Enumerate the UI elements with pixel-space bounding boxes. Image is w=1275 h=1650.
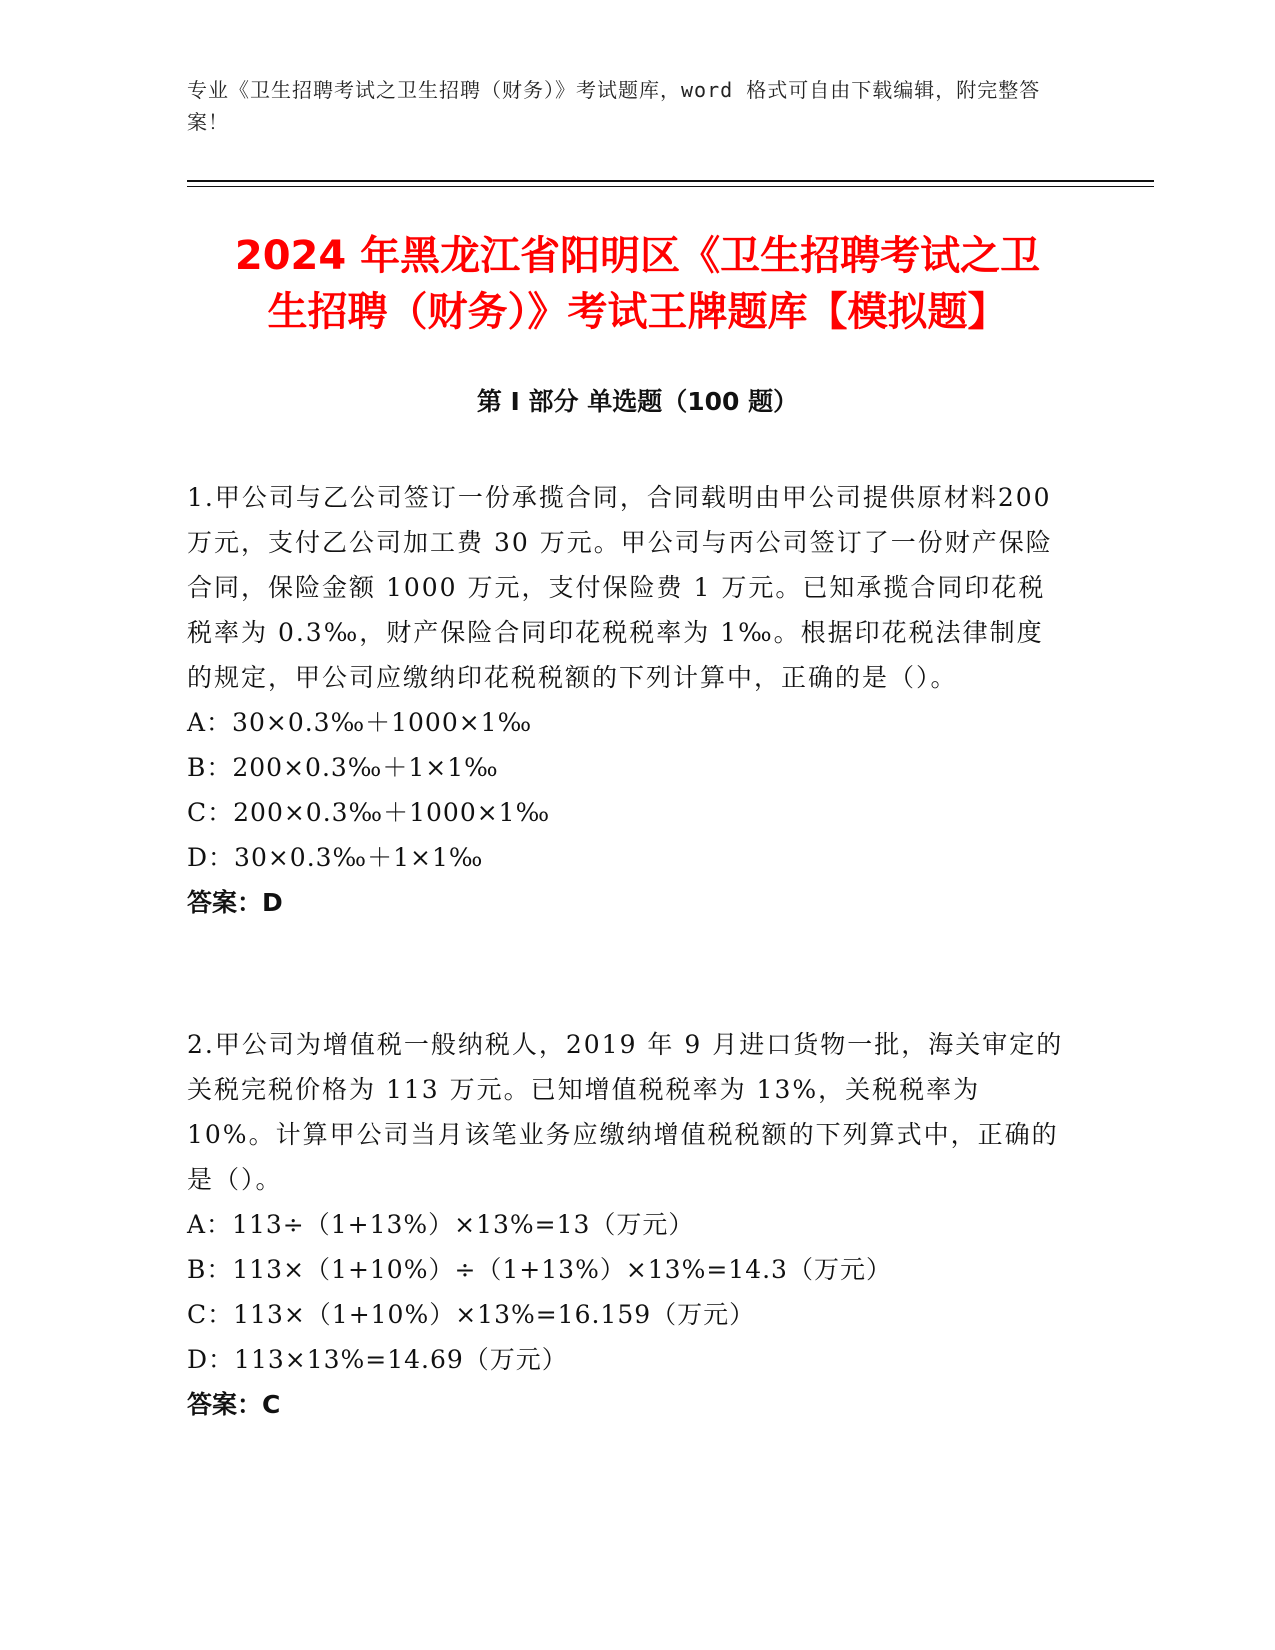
question-1 [187,475,1067,925]
document-title-line-1: 2024 年黑龙江省阳明区《卫生招聘考试之卫 [234,233,1041,279]
header-rule-thick [187,180,1154,182]
header-note: 专业《卫生招聘考试之卫生招聘（财务）》考试题库，word 格式可自由下载编辑，附完整答案！ [187,78,1041,134]
question-stem: 1.甲公司与乙公司签订一份承揽合同，合同载明由甲公司提供原材料200 万元，支付乙公司加工费 30 万元。甲公司与丙公司签订了一份财产保险合同，保险金额 1000 万元，支付保险费 1 万元。已知承揽合同印花税税率为 0.3‰，财产保险合同印花税税率为 1‰。根据印花税法律制度的规定，甲公司应缴纳印花税税额的下列计算中，正确的是（）。 [187,483,1053,692]
option-c: C：200×0.3‰＋1000×1‰ [187,798,551,827]
document-title-line-2: 生招聘（财务）》考试王牌题库【模拟题】 [267,289,1008,335]
option-a: A：30×0.3‰＋1000×1‰ [187,708,533,737]
answer-line: 答案：C [187,1390,281,1419]
option-d: D：30×0.3‰＋1×1‰ [187,843,484,872]
option-a: A：113÷（1+13%）×13%=13（万元） [187,1210,695,1239]
question-2 [187,1022,1067,1427]
header-rule-thin [187,186,1154,187]
answer-line: 答案：D [187,888,283,917]
option-c: C：113×（1+10%）×13%=16.159（万元） [187,1300,756,1329]
question-stem: 2.甲公司为增值税一般纳税人，2019 年 9 月进口货物一批，海关审定的关税完税价格为 113 万元。已知增值税税率为 13%，关税税率为 10%。计算甲公司当月该笔业务应缴纳增值税税额的下列算式中，正确的是（）。 [187,1030,1064,1194]
document-title [150,228,1125,340]
option-d: D：113×13%=14.69（万元） [187,1345,568,1374]
option-b: B：113×（1+10%）÷（1+13%）×13%=14.3（万元） [187,1255,892,1284]
section-title: 第 I 部分 单选题（100 题） [476,387,799,416]
option-b: B：200×0.3‰＋1×1‰ [187,753,499,782]
